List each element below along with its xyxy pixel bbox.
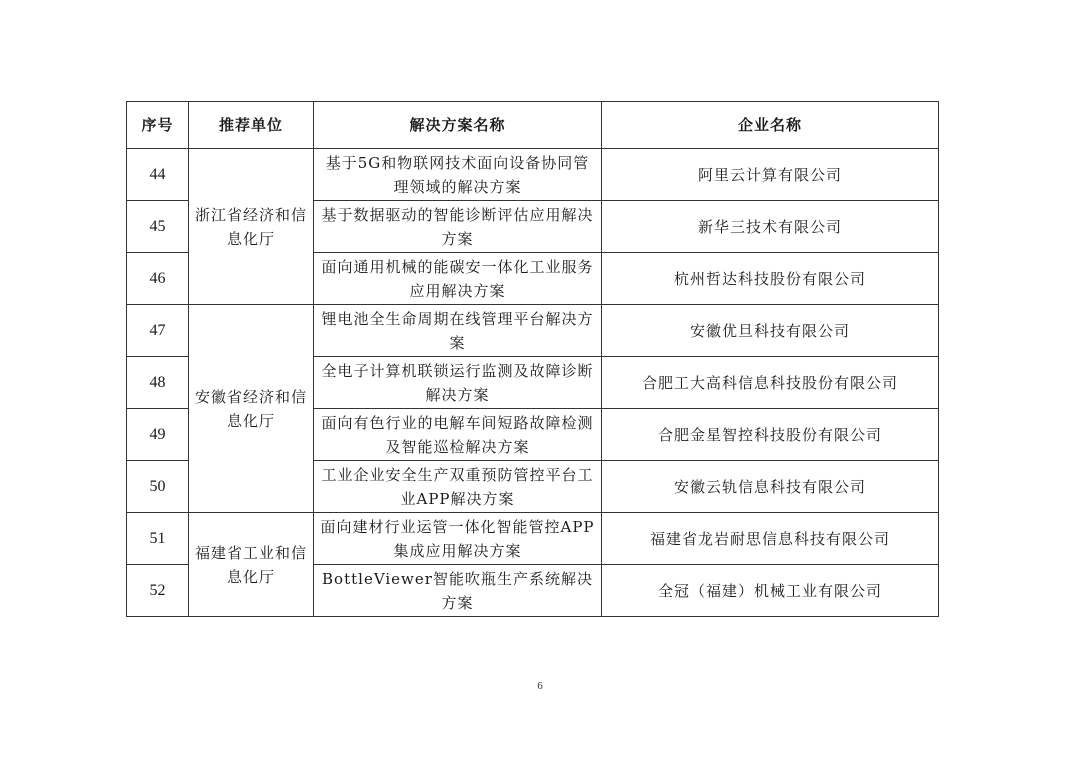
company-cell: 安徽云轨信息科技有限公司 [602,461,939,513]
solution-cell: 工业企业安全生产双重预防管控平台工业APP解决方案 [314,461,602,513]
solution-cell: 面向有色行业的电解车间短路故障检测及智能巡检解决方案 [314,409,602,461]
company-cell: 合肥工大高科信息科技股份有限公司 [602,357,939,409]
page-number: 6 [537,680,543,692]
company-cell: 全冠（福建）机械工业有限公司 [602,565,939,617]
solutions-table [126,101,939,617]
seq-cell: 47 [127,305,189,357]
solution-cell: BottleViewer智能吹瓶生产系统解决方案 [314,565,602,617]
seq-cell: 49 [127,409,189,461]
unit-cell: 福建省工业和信息化厅 [189,513,314,617]
seq-cell: 51 [127,513,189,565]
company-cell: 合肥金星智控科技股份有限公司 [602,409,939,461]
company-cell: 杭州哲达科技股份有限公司 [602,253,939,305]
company-cell: 新华三技术有限公司 [602,201,939,253]
header-company: 企业名称 [602,102,939,149]
company-cell: 安徽优旦科技有限公司 [602,305,939,357]
solution-cell: 面向通用机械的能碳安一体化工业服务应用解决方案 [314,253,602,305]
unit-cell: 浙江省经济和信息化厅 [189,149,314,305]
header-solution: 解决方案名称 [314,102,602,149]
solution-cell: 锂电池全生命周期在线管理平台解决方案 [314,305,602,357]
table-row [127,305,939,357]
table-header [127,102,939,149]
solution-cell: 基于数据驱动的智能诊断评估应用解决方案 [314,201,602,253]
seq-cell: 52 [127,565,189,617]
company-cell: 阿里云计算有限公司 [602,149,939,201]
table-row [127,513,939,565]
seq-cell: 48 [127,357,189,409]
header-row [127,102,939,149]
table-body [127,149,939,617]
seq-cell: 45 [127,201,189,253]
solution-cell: 面向建材行业运管一体化智能管控APP集成应用解决方案 [314,513,602,565]
solution-cell: 基于5G和物联网技术面向设备协同管理领域的解决方案 [314,149,602,201]
seq-cell: 44 [127,149,189,201]
header-seq: 序号 [127,102,189,149]
seq-cell: 46 [127,253,189,305]
table-row [127,149,939,201]
company-cell: 福建省龙岩耐思信息科技有限公司 [602,513,939,565]
header-unit: 推荐单位 [189,102,314,149]
solution-cell: 全电子计算机联锁运行监测及故障诊断解决方案 [314,357,602,409]
seq-cell: 50 [127,461,189,513]
unit-cell: 安徽省经济和信息化厅 [189,305,314,513]
